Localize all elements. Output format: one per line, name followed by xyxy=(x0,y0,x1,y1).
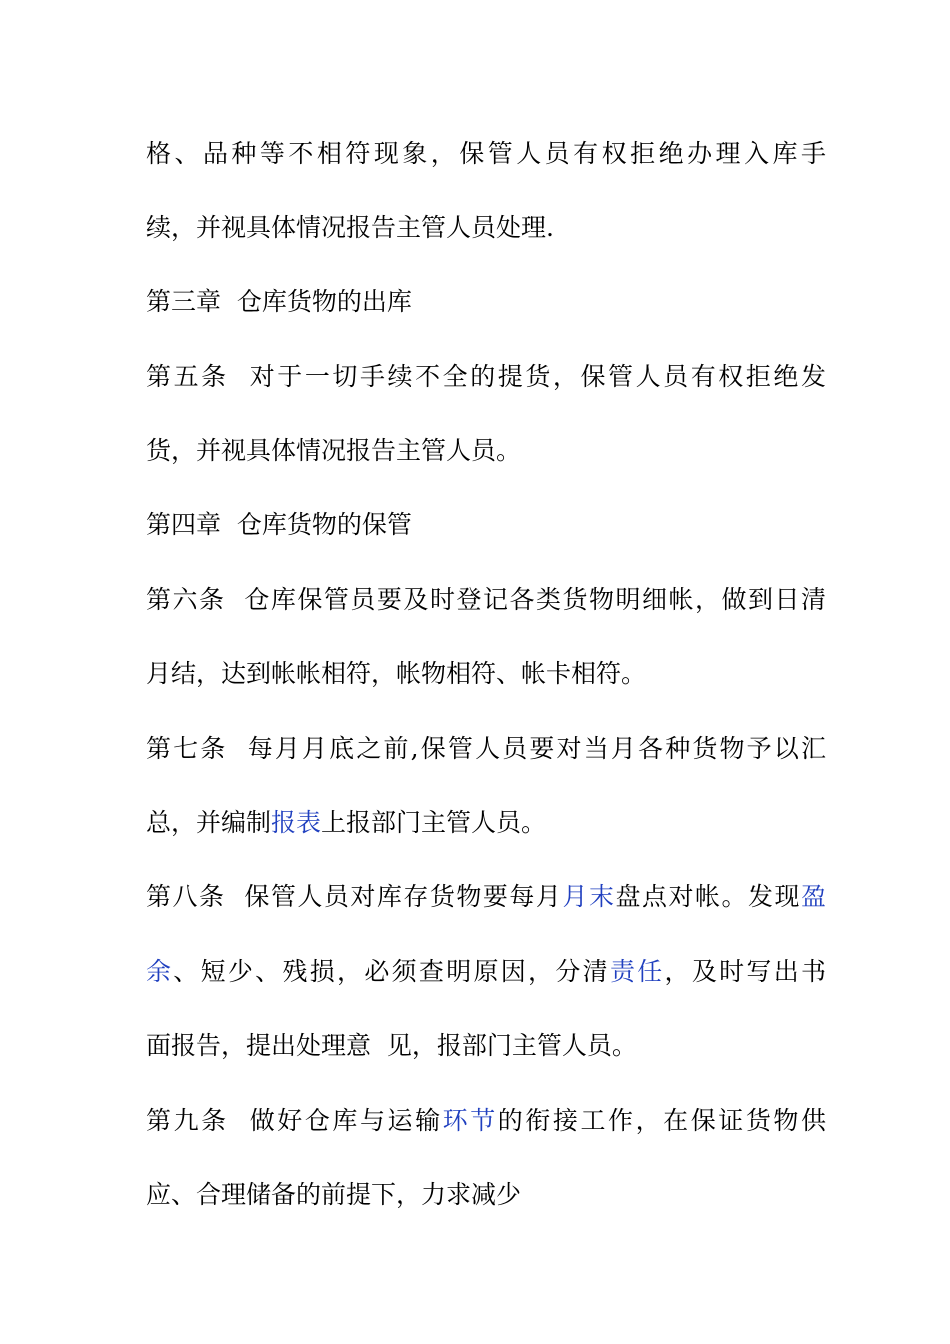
text-segment: ，及时写出书 xyxy=(664,957,826,986)
article-9-line-1 xyxy=(146,1101,826,1141)
article-7-line-1 xyxy=(146,729,826,769)
text-segment: 第五条 对于一切手续不全的提货，保管人员有权拒绝发 xyxy=(146,362,826,391)
link-link-segment[interactable]: 环节 xyxy=(442,1106,498,1135)
text-segment: 盘点对帐。发现 xyxy=(615,882,801,911)
article-8-line-3 xyxy=(146,1026,826,1066)
text-segment: 货，并视具体情况报告主管人员。 xyxy=(146,436,522,465)
text-segment: 应、合理储备的前提下，力求减少 xyxy=(146,1180,522,1209)
article-8-line-1 xyxy=(146,877,826,917)
text-segment: 格、品种等不相符现象，保管人员有权拒绝办理入库手 xyxy=(146,139,826,168)
link-month-end[interactable]: 月末 xyxy=(562,882,616,911)
article-9-line-2 xyxy=(146,1175,826,1215)
text-segment: 总，并编制 xyxy=(146,808,272,837)
text-segment: 第八条 保管人员对库存货物要每月 xyxy=(146,882,563,911)
article-7-line-2 xyxy=(146,803,826,843)
text-segment: 第三章 仓库货物的出库 xyxy=(146,287,412,316)
article-5-line-1 xyxy=(146,357,826,397)
text-segment: 上报部门主管人员。 xyxy=(321,808,547,837)
article-8-line-2 xyxy=(146,952,826,992)
text-line-2 xyxy=(146,208,826,248)
text-segment: 第六条 仓库保管员要及时登记各类货物明细帐，做到日清 xyxy=(146,585,826,614)
link-surplus-part-1[interactable]: 盈 xyxy=(800,882,826,911)
text-segment: 面报告，提出处理意 见，报部门主管人员。 xyxy=(146,1031,637,1060)
text-segment: 第四章 仓库货物的保管 xyxy=(146,510,412,539)
chapter-heading-3 xyxy=(146,282,826,322)
text-segment: 续，并视具体情况报告主管人员处理. xyxy=(146,213,554,242)
text-segment: 月结，达到帐帐相符，帐物相符、帐卡相符。 xyxy=(146,659,647,688)
text-segment: 第九条 做好仓库与运输 xyxy=(146,1106,443,1135)
article-6-line-1 xyxy=(146,580,826,620)
text-segment: 的衔接工作，在保证货物供 xyxy=(497,1106,826,1135)
text-segment: 第七条 每月月底之前,保管人员要对当月各种货物予以汇 xyxy=(146,734,826,763)
link-responsibility[interactable]: 责任 xyxy=(609,957,665,986)
text-segment: 、短少、残损，必须查明原因，分清 xyxy=(173,957,610,986)
link-surplus-part-2[interactable]: 余 xyxy=(146,957,174,986)
link-report-form[interactable]: 报表 xyxy=(271,808,322,837)
article-6-line-2 xyxy=(146,654,826,694)
text-line-1 xyxy=(146,134,826,174)
chapter-heading-4 xyxy=(146,505,826,545)
article-5-line-2 xyxy=(146,431,826,471)
